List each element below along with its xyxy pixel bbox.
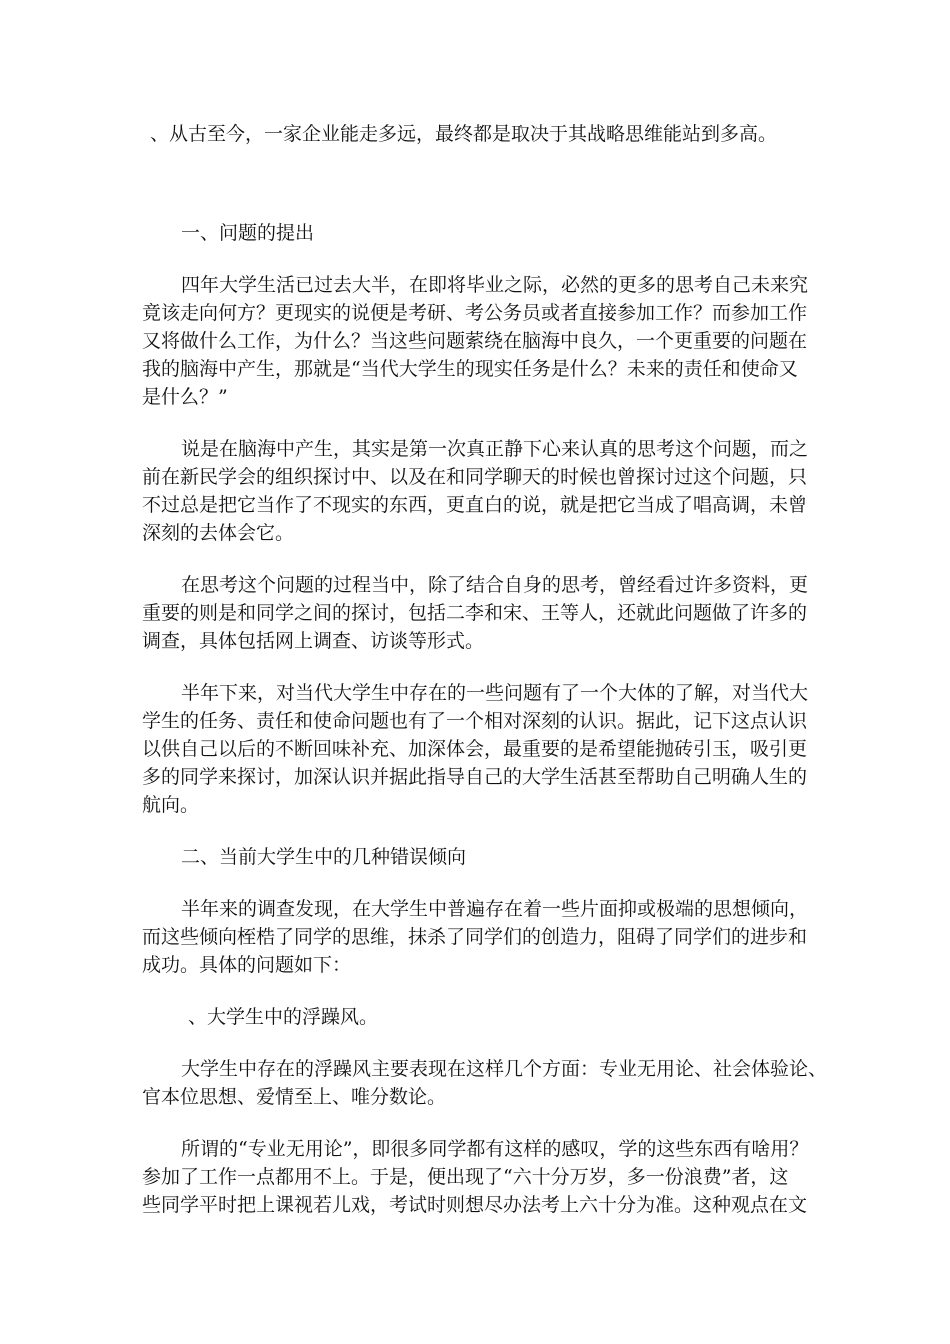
section-1-heading: 一、问题的提出 (181, 222, 315, 244)
paragraph-line: 成功。具体的问题如下： (142, 954, 352, 976)
paragraph-line: 竟该走向何方？更现实的说便是考研、考公务员或者直接参加工作？而参加工作 (142, 302, 808, 324)
paragraph-line: 重要的则是和同学之间的探讨，包括二李和宋、王等人，还就此问题做了许多的 (142, 602, 808, 624)
paragraph-line: 大学生中存在的浮躁风主要表现在这样几个方面：专业无用论、社会体验论、 (181, 1058, 828, 1080)
paragraph-line: 所谓的“专业无用论”，即很多同学都有这样的感叹，学的这些东西有啥用？ (181, 1138, 809, 1160)
paragraph-line: 我的脑海中产生，那就是“当代大学生的现实任务是什么？未来的责任和使命又 (142, 358, 798, 380)
paragraph-line: 深刻的去体会它。 (142, 522, 295, 544)
paragraph-line: 前在新民学会的组织探讨中、以及在和同学聊天的时候也曾探讨过这个问题，只 (142, 466, 808, 488)
section-2-heading: 二、当前大学生中的几种错误倾向 (181, 846, 467, 868)
paragraph-line: 调查，具体包括网上调查、访谈等形式。 (142, 630, 485, 652)
paragraph-line: 是什么？” (142, 386, 228, 408)
paragraph-line: 说是在脑海中产生，其实是第一次真正静下心来认真的思考这个问题，而之 (181, 438, 809, 460)
paragraph-line: 四年大学生活已过去大半，在即将毕业之际，必然的更多的思考自己未来究 (181, 274, 809, 296)
paragraph-line: 官本位思想、爱情至上、唯分数论。 (142, 1086, 447, 1108)
paragraph-line: 航向。 (142, 794, 200, 816)
paragraph-line: 半年来的调查发现，在大学生中普遍存在着一些片面抑或极端的思想倾向， (181, 898, 809, 920)
paragraph-line: 参加了工作一点都用不上。于是，便出现了“六十分万岁，多一份浪费”者，这 (142, 1166, 789, 1188)
paragraph-line: 在思考这个问题的过程当中，除了结合自身的思考，曾经看过许多资料，更 (181, 574, 809, 596)
paragraph-line: 多的同学来探讨，加深认识并据此指导自己的大学生活甚至帮助自己明确人生的 (142, 766, 808, 788)
paragraph-line: 又将做什么工作，为什么？当这些问题萦绕在脑海中良久，一个更重要的问题在 (142, 330, 808, 352)
paragraph-line: 些同学平时把上课视若儿戏，考试时则想尽办法考上六十分为准。这种观点在文 (142, 1194, 808, 1216)
paragraph-line: 不过总是把它当作了不现实的东西，更直白的说，就是把它当成了唱高调，未曾 (142, 494, 808, 516)
paragraph-line: 学生的任务、责任和使命问题也有了一个相对深刻的认识。据此，记下这点认识 (142, 710, 808, 732)
intro-line: 、从古至今，一家企业能走多远，最终都是取决于其战略思维能站到多高。 (150, 123, 778, 145)
paragraph-line: 以供自己以后的不断回味补充、加深体会，最重要的是希望能抛砖引玉，吸引更 (142, 738, 808, 760)
paragraph-line: 半年下来，对当代大学生中存在的一些问题有了一个大体的了解，对当代大 (181, 682, 809, 704)
subheading: 、大学生中的浮躁风。 (188, 1006, 379, 1028)
paragraph-line: 而这些倾向桎梏了同学的思维，抹杀了同学们的创造力，阻碍了同学们的进步和 (142, 926, 808, 948)
